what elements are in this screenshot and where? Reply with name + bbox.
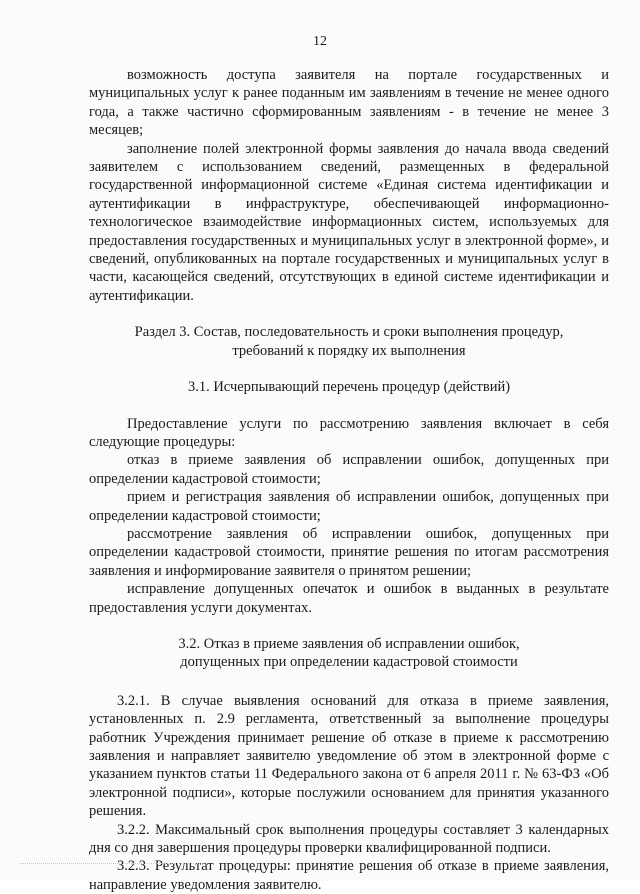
paragraph-3-2-2: 3.2.2. Максимальный срок выполнения процедуры составляет 3 календарных дня со дня завершения процедуры проверки квалифицированной подписи. xyxy=(89,821,609,857)
paragraph-3-2-3: 3.2.3. Результат процедуры: принятие решения об отказе в приеме заявления, направление уведомления заявителю. xyxy=(89,858,609,893)
page-number: 12 xyxy=(313,34,327,49)
list-item-registration: прием и регистрация заявления об исправлении ошибок, допущенных при определении кадастровой стоимости; xyxy=(89,489,609,524)
spacer xyxy=(89,617,609,635)
subsection-heading-3-1: 3.1. Исчерпывающий перечень процедур (действий) xyxy=(187,379,511,396)
paragraph-3-2-1: 3.2.1. В случае выявления оснований для отказа в приеме заявления, установленных п. 2.9 регламента, ответственный за выполнение процедуры работник Учреждения принимает решение об отказе в приеме к рассмотрению заявления и направляет заявителю уведомление об этом в электронной форме с указанием пунктов статьи 11 Федерального закона от 6 апреля 2011 г. № 63-ФЗ «Об электронной подписи», которые послужили основанием для принятия указанного решения. xyxy=(89,692,609,820)
section-heading-line-2: требований к порядку их выполнения xyxy=(232,342,466,359)
spacer xyxy=(89,360,609,378)
paragraph-portal-access: возможность доступа заявителя на портале государственных и муниципальных услуг к ранее поданным им заявлениям в течение не менее одного года, а также частично сформированным заявлениям - в течение не менее 3 месяцев; xyxy=(89,67,609,139)
spacer xyxy=(89,397,609,415)
section-heading xyxy=(89,323,609,360)
subsection-heading-3-2 xyxy=(89,635,609,672)
list-item-refusal: отказ в приеме заявления об исправлении ошибок, допущенных при определении кадастровой стоимости; xyxy=(89,452,609,487)
document-body xyxy=(89,66,609,894)
paragraph-procedures-intro: Предоставление услуги по рассмотрению заявления включает в себя следующие процедуры: xyxy=(89,415,609,450)
paragraph-form-autofill: заполнение полей электронной формы заявления до начала ввода сведений заявителем с использованием сведений, размещенных в федеральной государственной информационной системе «Единая система идентификации и аутентификации в инфраструктуре, обеспечивающей информационно-технологическое взаимодействие информационных систем, используемых для предоставления государственных и муниципальных услуг в электронной форме», и сведений, опубликованных на портале государственных и муниципальных услуг в части, касающейся сведений, отсутствующих в единой системе идентификации и аутентификации. xyxy=(89,140,609,304)
spacer xyxy=(89,305,609,323)
list-item-correction: исправление допущенных опечаток и ошибок в выданных в результате предоставления услуги документах. xyxy=(89,581,609,616)
subsection-heading-3-2-line-1: 3.2. Отказ в приеме заявления об исправлении ошибок, xyxy=(178,635,520,652)
list-item-review: рассмотрение заявления об исправлении ошибок, допущенных при определении кадастровой стоимости, принятие решения по итогам рассмотрения заявления и информирование заявителя о принятом решении; xyxy=(89,525,609,579)
subsection-heading-3-2-line-2: допущенных при определении кадастровой стоимости xyxy=(180,654,518,671)
section-heading-line-1: Раздел 3. Состав, последовательность и сроки выполнения процедур, xyxy=(134,324,564,341)
scan-margin-mark xyxy=(20,863,200,864)
spacer xyxy=(89,672,609,692)
